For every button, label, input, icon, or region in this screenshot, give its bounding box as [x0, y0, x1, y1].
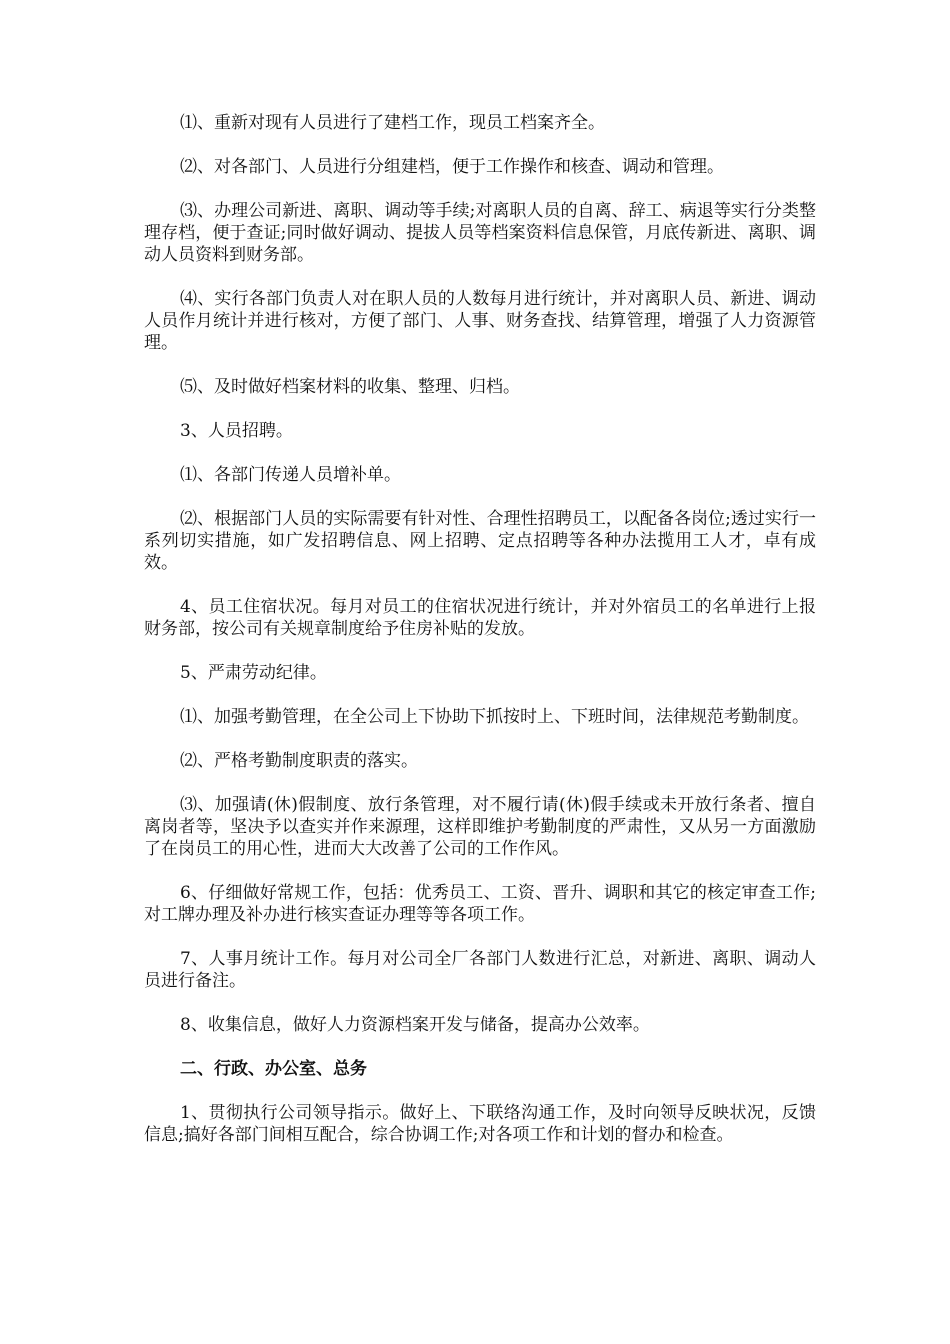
document-body — [144, 112, 816, 1168]
section-accommodation: 4、员工住宿状况。每月对员工的住宿状况进行统计，并对外宿员工的名单进行上报财务部，按公司有关规章制度给予住房补贴的发放。 — [144, 597, 816, 639]
paragraph-archive-3: ⑶、办理公司新进、离职、调动等手续;对离职人员的自离、辞工、病退等实行分类整理存档，便于查证;同时做好调动、提拔人员等档案资料信息保管，月底传新进、离职、调动人员资料到财务部。 — [144, 201, 816, 265]
section-recruitment: 3、人员招聘。 — [180, 421, 293, 441]
section-routine-work: 6、仔细做好常规工作，包括：优秀员工、工资、晋升、调职和其它的核定审查工作;对工牌办理及补办进行核实查证办理等等各项工作。 — [144, 883, 816, 925]
heading-administration: 二、行政、办公室、总务 — [180, 1059, 367, 1079]
paragraph-discipline-2: ⑵、严格考勤制度职责的落实。 — [180, 751, 418, 771]
paragraph-archive-5: ⑸、及时做好档案材料的收集、整理、归档。 — [180, 377, 520, 397]
section-monthly-statistics: 7、人事月统计工作。每月对公司全厂各部门人数进行汇总，对新进、离职、调动人员进行备注。 — [144, 949, 816, 991]
paragraph-administration-1: 1、贯彻执行公司领导指示。做好上、下联络沟通工作，及时向领导反映状况，反馈信息;搞好各部门间相互配合，综合协调工作;对各项工作和计划的督办和检查。 — [144, 1103, 816, 1145]
paragraph-archive-4: ⑷、实行各部门负责人对在职人员的人数每月进行统计，并对离职人员、新进、调动人员作月统计并进行核对，方便了部门、人事、财务查找、结算管理，增强了人力资源管理。 — [144, 289, 816, 353]
paragraph-archive-1: ⑴、重新对现有人员进行了建档工作，现员工档案齐全。 — [180, 113, 605, 133]
section-discipline: 5、严肃劳动纪律。 — [180, 663, 327, 683]
paragraph-archive-2: ⑵、对各部门、人员进行分组建档，便于工作操作和核查、调动和管理。 — [180, 157, 724, 177]
section-information: 8、收集信息，做好人力资源档案开发与储备，提高办公效率。 — [180, 1015, 650, 1035]
paragraph-discipline-3: ⑶、加强请(休)假制度、放行条管理，对不履行请(休)假手续或未开放行条者、擅自离岗者等，坚决予以查实并作来源理，这样即维护考勤制度的严肃性，又从另一方面激励了在岗员工的用心性，进而大大改善了公司的工作作风。 — [144, 795, 816, 859]
paragraph-recruitment-2: ⑵、根据部门人员的实际需要有针对性、合理性招聘员工，以配备各岗位;透过实行一系列切实措施，如广发招聘信息、网上招聘、定点招聘等各种办法揽用工人才，卓有成效。 — [144, 509, 816, 573]
paragraph-recruitment-1: ⑴、各部门传递人员增补单。 — [180, 465, 401, 485]
paragraph-discipline-1: ⑴、加强考勤管理，在全公司上下协助下抓按时上、下班时间，法律规范考勤制度。 — [180, 707, 809, 727]
